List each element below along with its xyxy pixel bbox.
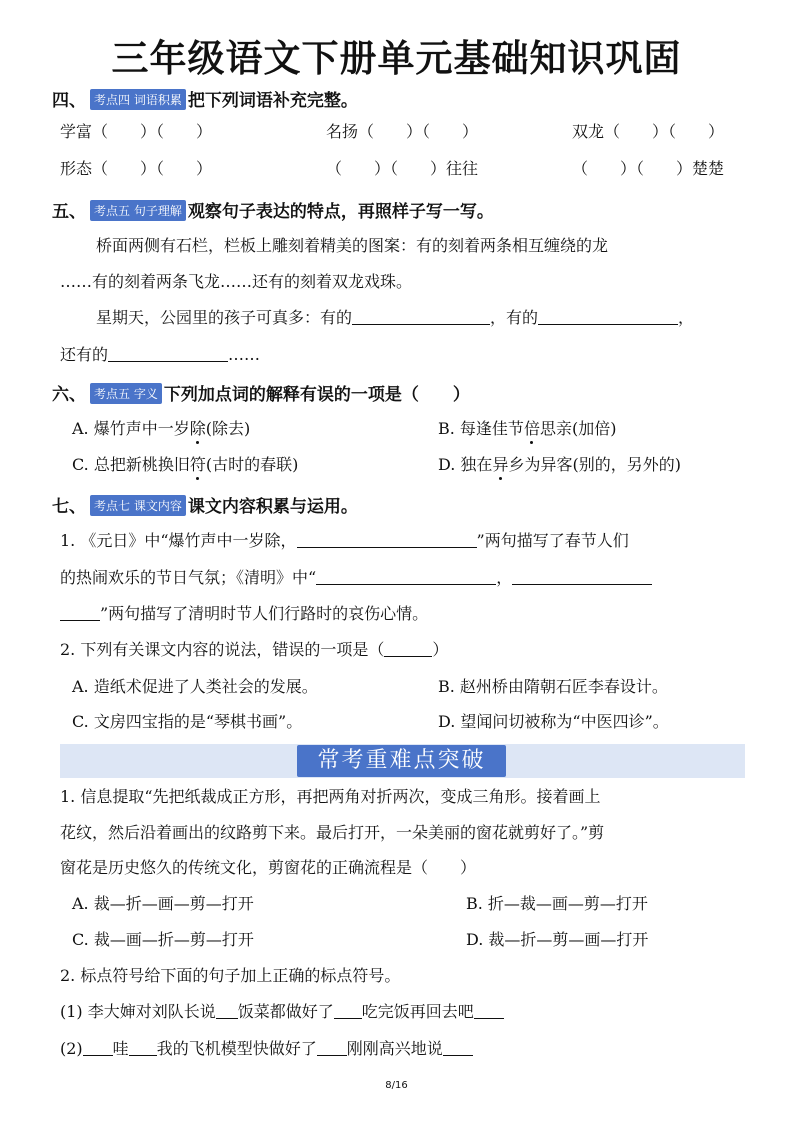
question-text: ”两句描写了清明时节人们行路时的哀伤心情。 bbox=[100, 604, 429, 623]
punctuation-sentence bbox=[60, 999, 504, 1022]
option-a[interactable]: A. 裁—折—画—剪—打开 bbox=[72, 894, 254, 913]
answer-blank[interactable] bbox=[108, 345, 228, 362]
option-text: C. 总把新桃换旧 bbox=[72, 455, 190, 474]
banner-title: 常考重难点突破 bbox=[297, 745, 506, 777]
option-c[interactable]: C. 文房四宝指的是“琴棋书画”。 bbox=[72, 712, 303, 731]
question-line: 1. 信息提取“先把纸裁成正方形，再把两角对折两次，变成三角形。接着画上 bbox=[60, 787, 601, 806]
section-number: 六、 bbox=[52, 385, 86, 405]
task-text: 星期天，公园里的孩子可真多：有的 bbox=[96, 308, 353, 327]
answer-blank[interactable] bbox=[474, 1002, 504, 1019]
option-c[interactable]: C. 裁—画—折—剪—打开 bbox=[72, 930, 254, 949]
task-text: ，有的 bbox=[490, 308, 539, 327]
sentence-text: 饭菜都做好了 bbox=[237, 1002, 334, 1021]
answer-blank[interactable] bbox=[316, 568, 496, 585]
word-item: （ ）（ ）往往 bbox=[326, 159, 479, 178]
question-line: 窗花是历史悠久的传统文化，剪窗花的正确流程是（ ） bbox=[60, 858, 477, 877]
section-prompt: 课文内容积累与运用。 bbox=[187, 497, 358, 517]
question-line bbox=[60, 565, 652, 588]
answer-blank[interactable] bbox=[352, 308, 490, 325]
answer-blank[interactable] bbox=[443, 1039, 473, 1056]
option-d[interactable]: D. 裁—折—剪—画—打开 bbox=[466, 930, 649, 949]
question-line: 花纹，然后沿着画出的纹路剪下来。最后打开，一朵美丽的窗花就剪好了。”剪 bbox=[60, 823, 605, 842]
option-b[interactable] bbox=[438, 416, 616, 439]
topic-tag: 考点四 词语积累 bbox=[90, 89, 186, 110]
question-text: ”两句描写了春节人们 bbox=[476, 531, 629, 550]
answer-blank[interactable] bbox=[129, 1039, 157, 1056]
option-a[interactable] bbox=[72, 416, 250, 439]
section-prompt: 观察句子表达的特点，再照样子写一写。 bbox=[187, 202, 494, 222]
dotted-char: 倍 bbox=[524, 416, 540, 439]
question-line: 2. 标点符号给下面的句子加上正确的标点符号。 bbox=[60, 966, 401, 985]
section-number: 四、 bbox=[52, 91, 86, 111]
dotted-char: 除 bbox=[190, 416, 206, 439]
task-sentence-line bbox=[60, 342, 260, 365]
section-number: 七、 bbox=[52, 497, 86, 517]
question-line bbox=[60, 637, 448, 660]
question-text: 1. 《元日》中“爆竹声中一岁除， bbox=[60, 531, 297, 550]
page-number: 8/16 bbox=[385, 1080, 408, 1091]
answer-blank[interactable] bbox=[83, 1039, 113, 1056]
example-sentence-line: 桥面两侧有石栏，栏板上雕刻着精美的图案：有的刻着两条相互缠绕的龙 bbox=[96, 236, 609, 255]
task-text: ， bbox=[678, 308, 695, 327]
word-item: 学富（ ）（ ） bbox=[60, 122, 213, 141]
option-c[interactable] bbox=[72, 452, 298, 475]
answer-blank[interactable] bbox=[216, 1002, 238, 1019]
answer-blank[interactable] bbox=[297, 531, 477, 548]
question-text: ） bbox=[432, 640, 449, 659]
sentence-text: 刚刚高兴地说 bbox=[346, 1039, 443, 1058]
section-6-heading bbox=[52, 380, 470, 405]
section-4-heading bbox=[52, 86, 358, 111]
question-line bbox=[60, 601, 428, 624]
option-text: 乡为异客(别的，另外的) bbox=[508, 455, 681, 474]
answer-blank[interactable] bbox=[60, 604, 100, 621]
dotted-char: 异 bbox=[492, 452, 508, 475]
topic-tag: 考点五 句子理解 bbox=[90, 200, 186, 221]
question-text: 的热闹欢乐的节日气氛；《清明》中“ bbox=[60, 568, 317, 587]
answer-blank[interactable] bbox=[384, 640, 432, 657]
question-line bbox=[60, 528, 629, 551]
option-d[interactable]: D. 望闻问切被称为“中医四诊”。 bbox=[438, 712, 669, 731]
answer-blank[interactable] bbox=[512, 568, 652, 585]
question-text: ， bbox=[496, 568, 513, 587]
answer-blank[interactable] bbox=[317, 1039, 347, 1056]
answer-blank[interactable] bbox=[334, 1002, 362, 1019]
question-text: 2. 下列有关课文内容的说法，错误的一项是（ bbox=[60, 640, 385, 659]
topic-tag: 考点五 字义 bbox=[90, 383, 162, 404]
answer-blank[interactable] bbox=[538, 308, 678, 325]
task-text: …… bbox=[228, 345, 261, 364]
example-sentence-line: ……有的刻着两条飞龙……还有的刻着双龙戏珠。 bbox=[60, 272, 413, 291]
punctuation-sentence bbox=[60, 1036, 473, 1059]
word-item: （ ）（ ）楚楚 bbox=[572, 159, 725, 178]
sentence-text: 哇 bbox=[112, 1039, 129, 1058]
option-text: 思亲(加倍) bbox=[539, 419, 617, 438]
task-text: 还有的 bbox=[60, 345, 109, 364]
option-text: (除去) bbox=[205, 419, 251, 438]
sentence-text: (1) 李大婶对刘队长说 bbox=[60, 1002, 216, 1021]
sentence-text: 我的飞机模型快做好了 bbox=[156, 1039, 317, 1058]
section-7-heading bbox=[52, 492, 358, 517]
sentence-text: (2) bbox=[60, 1039, 83, 1058]
task-sentence-line bbox=[96, 305, 694, 328]
section-prompt: 把下列词语补充完整。 bbox=[187, 91, 358, 111]
word-item: 形态（ ）（ ） bbox=[60, 159, 213, 178]
section-number: 五、 bbox=[52, 202, 86, 222]
section-5-heading bbox=[52, 197, 494, 222]
dotted-char: 符 bbox=[190, 452, 206, 475]
option-a[interactable]: A. 造纸术促进了人类社会的发展。 bbox=[72, 677, 318, 696]
option-text: A. 爆竹声中一岁 bbox=[72, 419, 190, 438]
word-item: 名扬（ ）（ ） bbox=[326, 122, 479, 141]
section-prompt: 下列加点词的解释有误的一项是（ ） bbox=[163, 385, 470, 405]
option-d[interactable] bbox=[438, 452, 681, 475]
option-text: B. 每逢佳节 bbox=[438, 419, 524, 438]
option-b[interactable]: B. 赵州桥由隋朝石匠李春设计。 bbox=[438, 677, 668, 696]
word-item: 双龙（ ）（ ） bbox=[572, 122, 725, 141]
option-text: (古时的春联) bbox=[205, 455, 299, 474]
sentence-text: 吃完饭再回去吧 bbox=[361, 1002, 474, 1021]
option-b[interactable]: B. 折—裁—画—剪—打开 bbox=[466, 894, 648, 913]
page-title: 三年级语文下册单元基础知识巩固 bbox=[111, 37, 682, 80]
topic-tag: 考点七 课文内容 bbox=[90, 495, 186, 516]
option-text: D. 独在 bbox=[438, 455, 493, 474]
